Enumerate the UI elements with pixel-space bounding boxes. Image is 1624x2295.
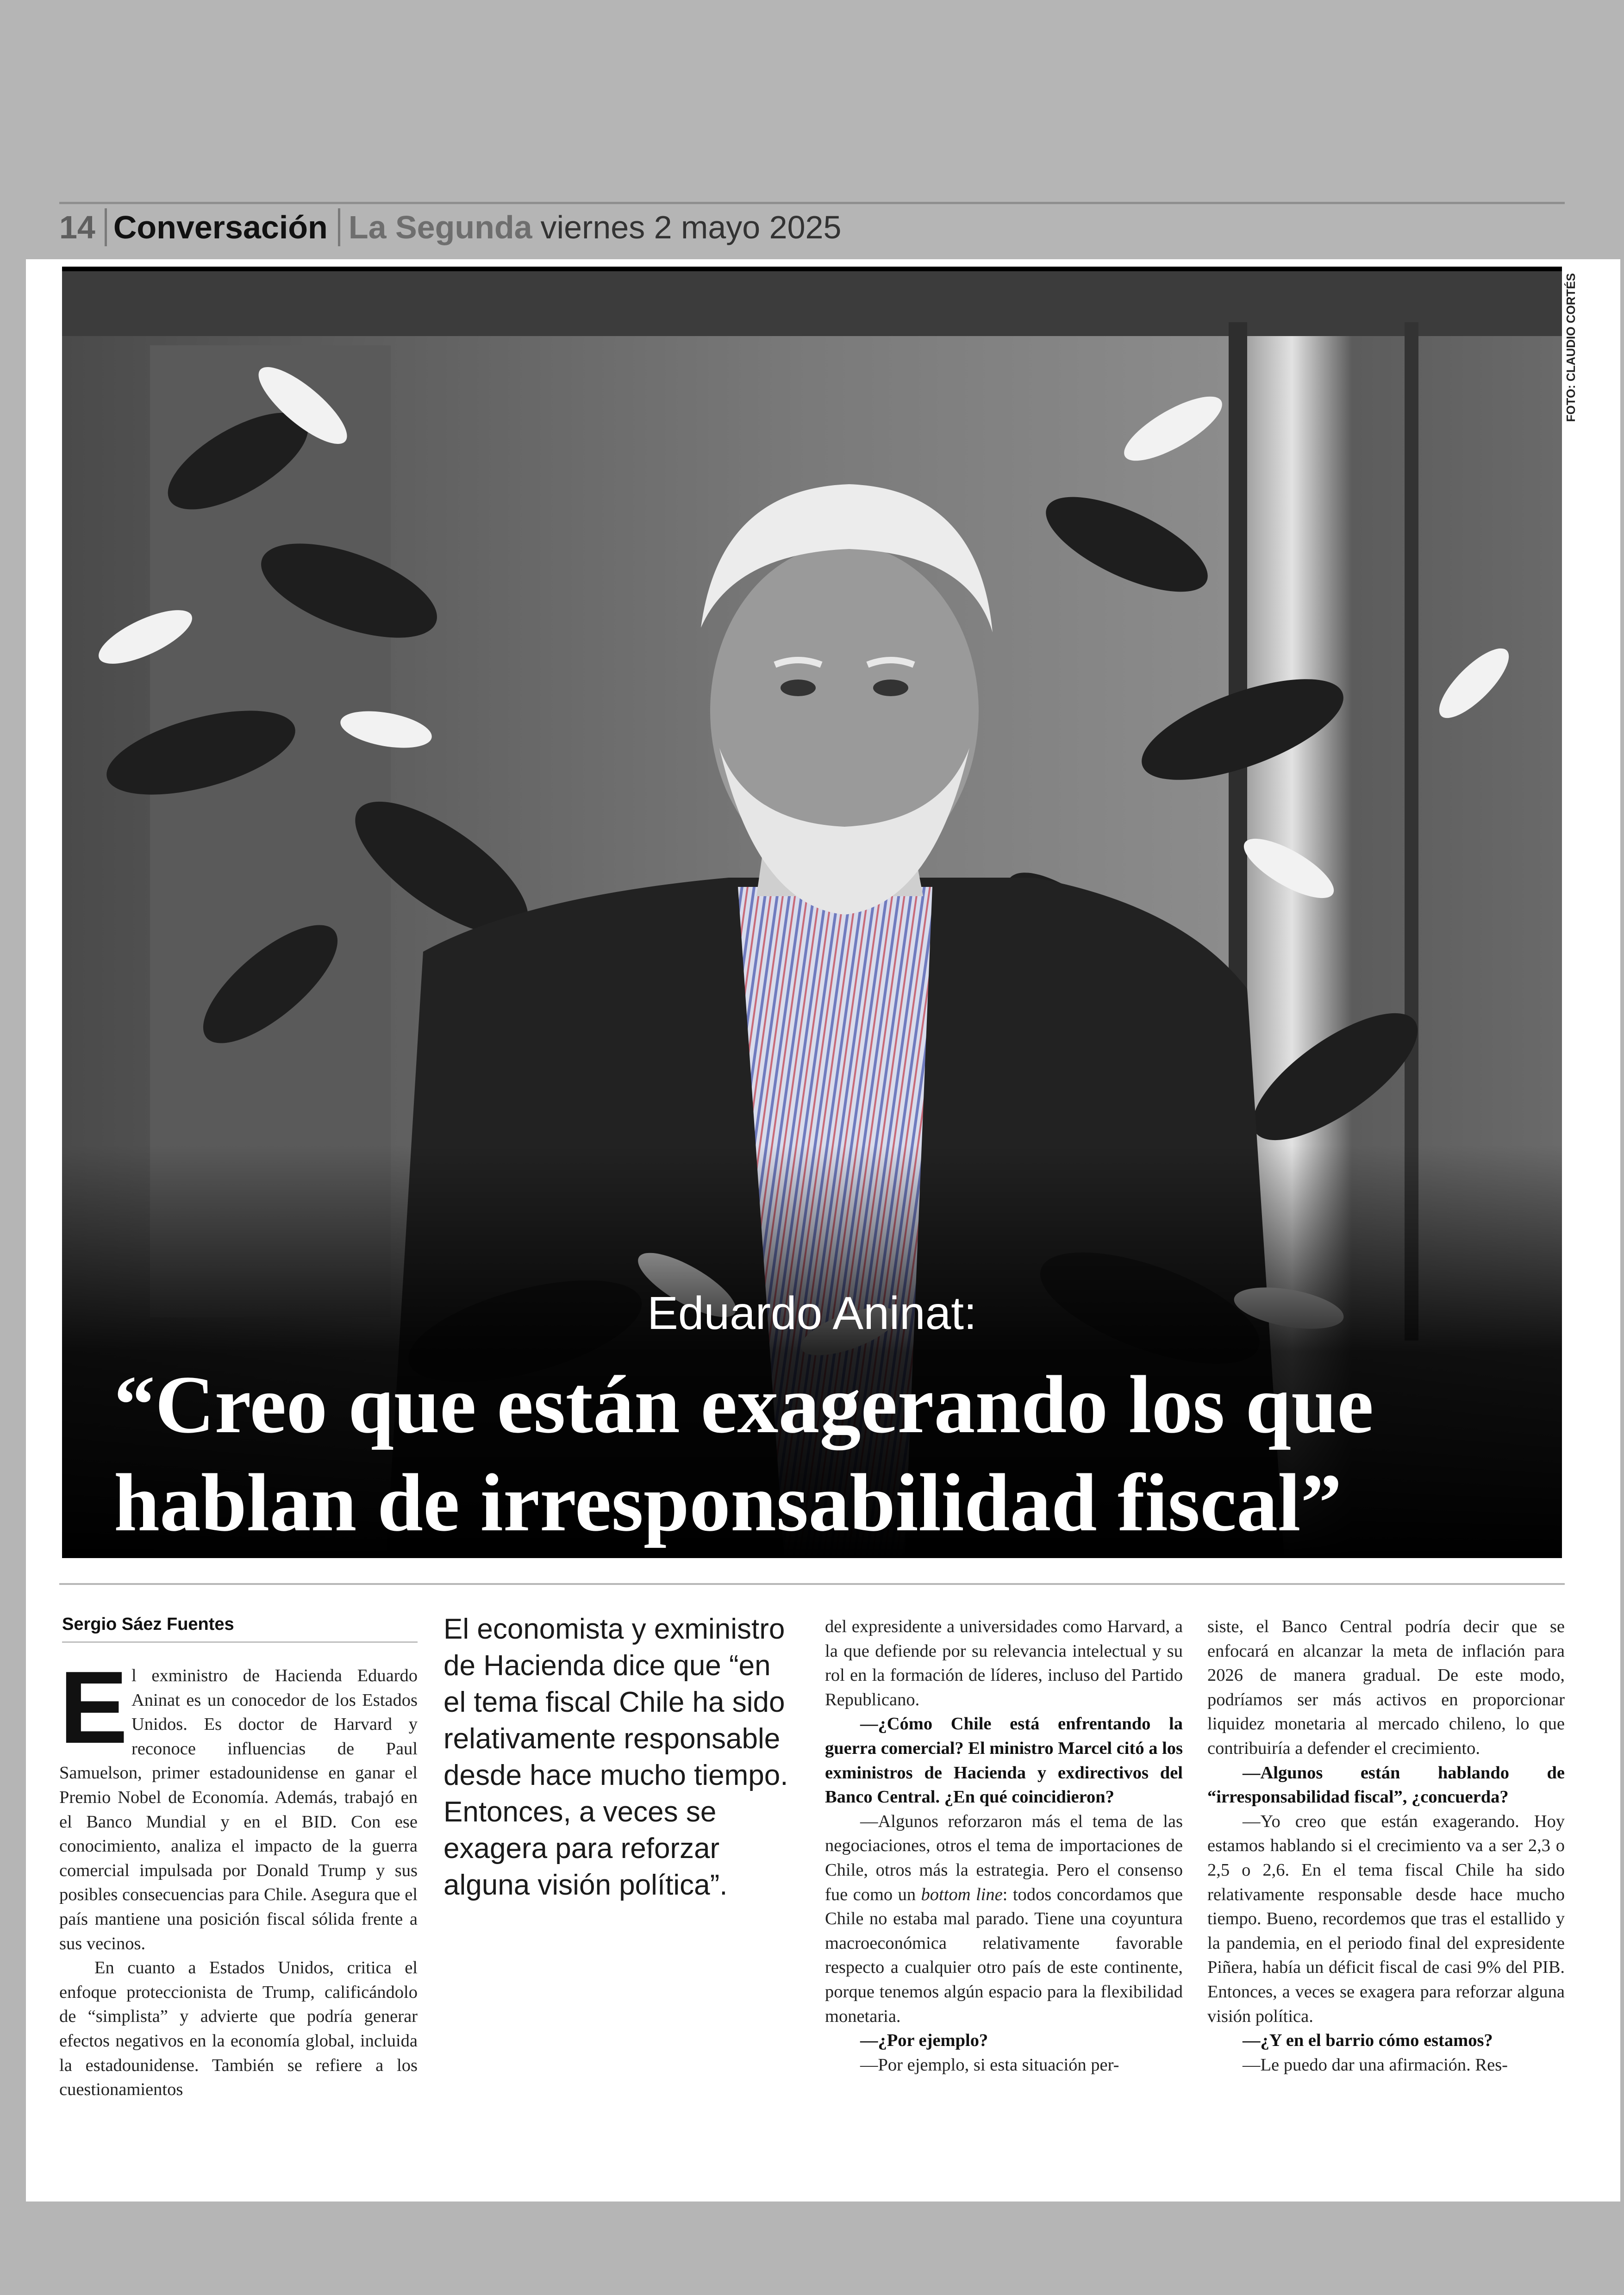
answer-text: —Algunos reforzaron más el tema de las negociaciones, otros el tema de importaciones de Chile, otros más la estrategia. Pero el consenso fue como un [825,1811,1183,1904]
headline-kicker: Eduardo Aninat: [647,1287,977,1339]
header-separator [105,208,107,246]
headline-title: “Creo que están exagerando los que hablan de irresponsabilidad fiscal” [114,1359,1374,1548]
body-paragraph: siste, el Banco Central podría decir que se enfocará en alcanzar la meta de inflación para 2026 de manera gradual. De este modo, podríamos ser más activos en proporcionar liquidez monetaria al mercado chileno, lo que contribuiría a defender el crecimiento. [1207,1617,1565,1758]
body-top-rule [59,1583,1565,1585]
page-header [59,206,1565,248]
lead-paragraph: l exministro de Hacienda Eduardo Aninat es un conocedor de los Estados Unidos. Es doctor de Harvard y reconoce influencias de Paul Samuelson, primer estadounidense en ganar el Premio Nobel de Economía. Además, trabajó en el Banco Mundial y en el BID. Con ese conocimiento, analiza el impacto de la guerra comercial impulsada por Donald Trump y sus posibles consecuencias para Chile. Asegura que el país mantiene una posición fiscal sólida frente a sus vecinos. [59,1666,418,1953]
interview-answer: —Le puedo dar una afirmación. Res- [1243,2055,1508,2075]
photo-credit [1564,273,1582,440]
interview-answer: —Por ejemplo, si esta situación per- [860,2055,1119,2075]
photo-top-rule [62,267,1562,271]
header-rule [59,202,1565,204]
article-column-3 [825,1615,1183,2077]
body-paragraph: del expresidente a universidades como Harvard, a la que defiende por su relevancia intelectual y su rol en la formación de líderes, incluso del Partido Republicano. [825,1617,1183,1709]
answer-text: : todos concordamos que Chile no estaba mal parado. Tiene una coyuntura macroeconómica relativamente favorable respecto a cualquier otro país de este continente, porque tenemos algún espacio para la flexibilidad monetaria. [825,1884,1183,2026]
byline: Sergio Sáez Fuentes [62,1615,234,1634]
body-paragraph: En cuanto a Estados Unidos, critica el enfoque proteccionista de Trump, calificándolo de “simplista” y advierte que podría generar efectos negativos en la economía global, incluida la estadounidense. También se refiere a los cuestionamientos [59,1958,418,2100]
page-number: 14 [59,209,95,245]
article-column-1 [59,1650,418,2102]
interview-question: —¿Cómo Chile está enfrentando la guerra comercial? El ministro Marcel citó a los exministros de Hacienda y exdirectivos del Banco Central. ¿En qué coincidieron? [825,1714,1183,1807]
interview-question: —¿Por ejemplo? [860,2031,988,2051]
answer-emphasis: bottom line [921,1884,1003,1904]
header-separator [338,208,340,246]
issue-date: viernes 2 mayo 2025 [540,209,842,245]
publication-name: La Segunda [348,209,532,245]
article-column-4 [1207,1615,1565,2077]
interview-answer: —Yo creo que están exagerando. Hoy estamos hablando si el crecimiento va a ser 2,3 o 2,5 o 2,6. En el tema fiscal Chile ha sido relativamente responsable desde hace mucho tiempo. Bueno, recordemos que tras el estallido y la pandemia, en el periodo final del expresidente Piñera, había un déficit fiscal de casi 9% del PIB. Entonces, a veces se exagera para reforzar alguna visión política. [1207,1811,1565,2026]
interview-answer [825,1809,1183,2028]
pull-quote: El economista y exministro de Hacienda dice que “en el tema fiscal Chile ha sido relativamente responsable desde hace mucho tiempo. Entonces, a veces se exagera para reforzar alguna visión política”. [443,1613,788,1901]
byline-rule [62,1641,418,1643]
interview-question: —Algunos están hablando de “irresponsabilidad fiscal”, ¿concuerda? [1207,1763,1565,1807]
section-name: Conversación [113,209,328,245]
interview-question: —¿Y en el barrio cómo estamos? [1243,2031,1493,2051]
photo-credit-text: FOTO: CLAUDIO CORTÉS [1564,273,1578,422]
drop-cap: E [59,1650,128,1765]
